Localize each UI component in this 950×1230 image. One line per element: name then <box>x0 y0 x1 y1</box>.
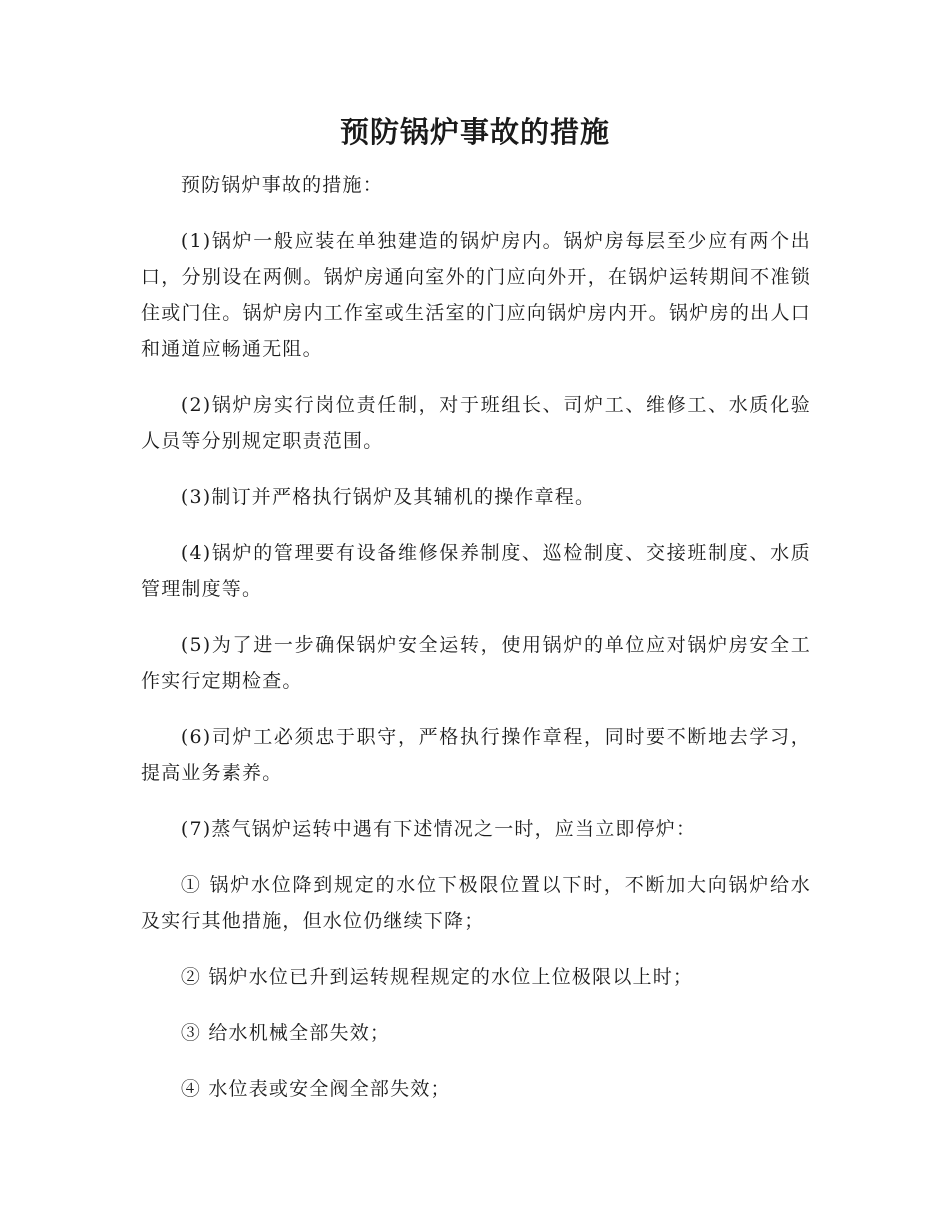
document-body <box>141 167 811 1127</box>
intro-paragraph: 预防锅炉事故的措施： <box>180 174 383 196</box>
measure-6-paragraph: (6)司炉工必须忠于职守，严格执行操作章程，同时要不断地去学习，提高业务素养。 <box>141 726 811 784</box>
measure-4-paragraph: (4)锅炉的管理要有设备维修保养制度、巡检制度、交接班制度、水质管理制度等。 <box>141 542 811 600</box>
stop-condition-4: ④ 水位表或安全阀全部失效； <box>180 1078 451 1100</box>
document-title: 预防锅炉事故的措施 <box>339 115 610 149</box>
stop-condition-2: ② 锅炉水位已升到运转规程规定的水位上位极限以上时； <box>180 966 694 988</box>
stop-condition-1: ① 锅炉水位降到规定的水位下极限位置以下时，不断加大向锅炉给水及实行其他措施，但水位仍继续下降； <box>141 874 811 932</box>
measure-5-paragraph: (5)为了进一步确保锅炉安全运转，使用锅炉的单位应对锅炉房安全工作实行定期检查。 <box>141 634 811 692</box>
stop-condition-3: ③ 给水机械全部失效； <box>180 1022 391 1044</box>
measure-2-paragraph: (2)锅炉房实行岗位责任制，对于班组长、司炉工、维修工、水质化验人员等分别规定职责范围。 <box>141 394 811 452</box>
measure-7-paragraph: (7)蒸气锅炉运转中遇有下述情况之一时，应当立即停炉： <box>180 818 697 840</box>
measure-1-paragraph: (1)锅炉一般应装在单独建造的锅炉房内。锅炉房每层至少应有两个出口，分别设在两侧。锅炉房通向室外的门应向外开，在锅炉运转期间不准锁住或门住。锅炉房内工作室或生活室的门应向锅炉房内开。锅炉房的出人口和通道应畅通无阻。 <box>141 230 811 360</box>
measure-3-paragraph: (3)制订并严格执行锅炉及其辅机的操作章程。 <box>180 486 596 508</box>
